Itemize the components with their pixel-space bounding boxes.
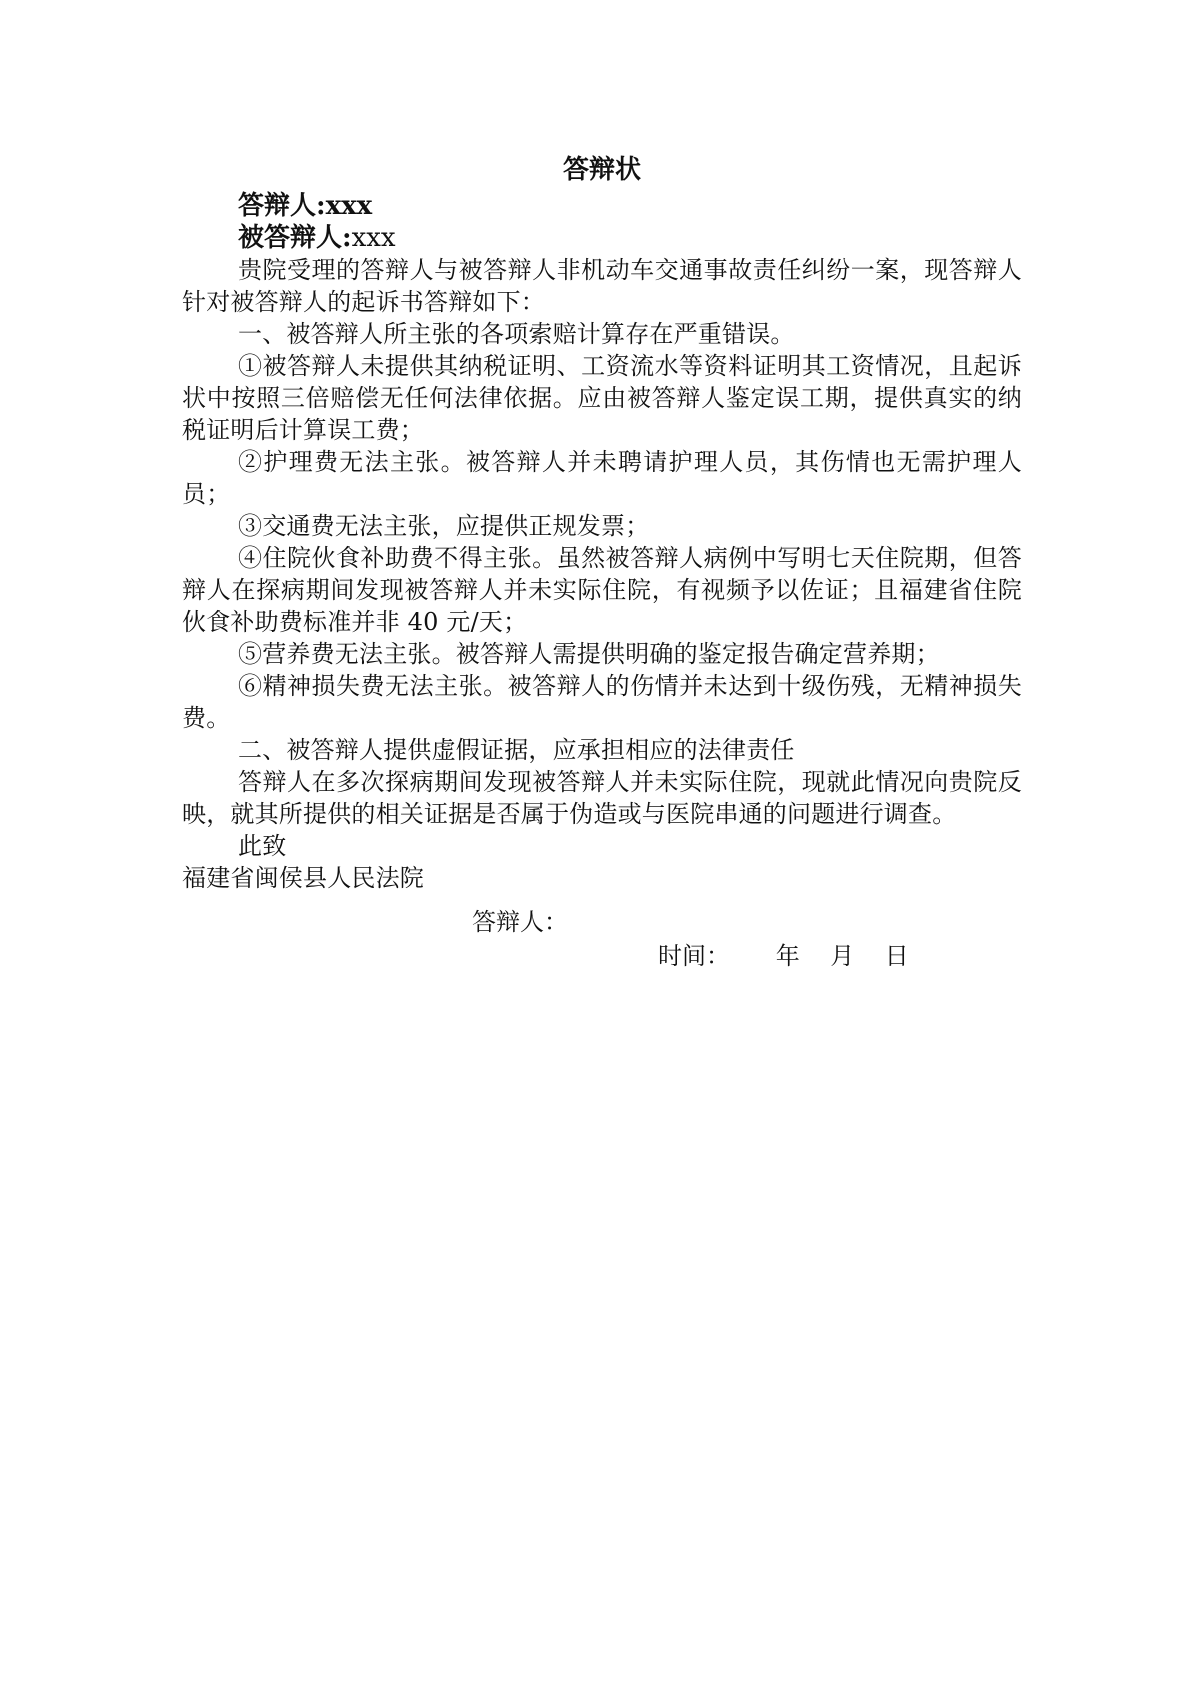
- paragraph-intro: 贵院受理的答辩人与被答辩人非机动车交通事故责任纠纷一案，现答辩人针对被答辩人的起诉书答辩如下：: [182, 256, 1022, 316]
- paragraph-item-2: ②护理费无法主张。被答辩人并未聘请护理人员，其伤情也无需护理人员；: [182, 448, 1022, 508]
- claimant-line: [182, 222, 1022, 254]
- respondent-line: [182, 190, 1022, 222]
- document-title: 答辩状: [562, 155, 641, 185]
- paragraph-closing: 此致: [238, 832, 287, 860]
- paragraph-item-3: ③交通费无法主张，应提供正规发票；: [238, 512, 650, 540]
- paragraph-section-1: 一、被答辩人所主张的各项索赔计算存在严重错误。: [238, 320, 795, 348]
- signature-label: 答辩人：: [472, 908, 568, 936]
- document-page: [182, 150, 1022, 894]
- paragraph-section-2-body: 答辩人在多次探病期间发现被答辩人并未实际住院，现就此情况向贵院反映，就其所提供的相关证据是否属于伪造或与医院串通的问题进行调查。: [182, 768, 1022, 828]
- paragraph-item-5: ⑤营养费无法主张。被答辩人需提供明确的鉴定报告确定营养期；: [238, 640, 940, 668]
- claimant-label: 被答辩人:: [238, 223, 352, 253]
- respondent-label: 答辩人:: [238, 191, 326, 221]
- respondent-value: xxx: [325, 191, 373, 221]
- paragraph-section-2: 二、被答辩人提供虚假证据，应承担相应的法律责任: [238, 736, 795, 764]
- paragraph-item-4: ④住院伙食补助费不得主张。虽然被答辩人病例中写明七天住院期，但答辩人在探病期间发现被答辩人并未实际住院，有视频予以佐证；且福建省住院伙食补助费标准并非 40 元/天；: [182, 544, 1022, 636]
- paragraph-item-1: ①被答辩人未提供其纳税证明、工资流水等资料证明其工资情况，且起诉状中按照三倍赔偿无任何法律依据。应由被答辩人鉴定误工期，提供真实的纳税证明后计算误工费；: [182, 352, 1022, 444]
- court-name: 福建省闽侯县人民法院: [182, 864, 424, 892]
- paragraph-item-6: ⑥精神损失费无法主张。被答辩人的伤情并未达到十级伤残，无精神损失费。: [182, 672, 1022, 732]
- claimant-value: xxx: [351, 223, 396, 253]
- date-line: 时间： 年 月 日: [658, 942, 909, 970]
